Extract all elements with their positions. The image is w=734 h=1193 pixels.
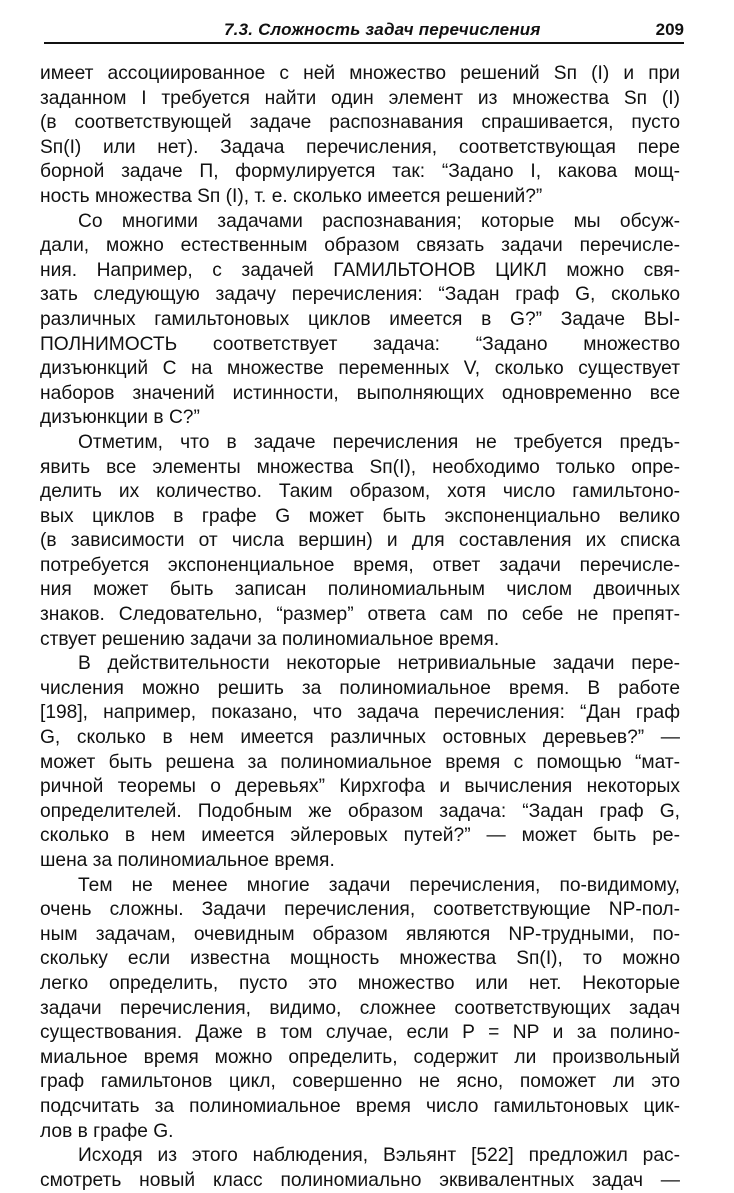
text-line: вых циклов в графе G может быть экспоненциально велико: [40, 505, 680, 527]
text-line: скольку если известна мощность множества Sп(I), то можно: [40, 948, 680, 970]
text-line: шена за полиномиальное время.: [40, 850, 335, 871]
paragraph-4: [40, 652, 680, 873]
text-line: заданном I требуется найти один элемент из множества Sп (I): [40, 87, 680, 109]
text-line: борной задаче П, формулируется так: “Задано I, какова мощ-: [40, 161, 680, 183]
text-line: потребуется экспоненциальное время, ответ задачи перечисле-: [40, 554, 680, 576]
text-line: может быть решена за полиномиальное время с помощью “мат-: [40, 751, 680, 773]
text-line: лов в графе G.: [40, 1120, 174, 1142]
text-line: В действительности некоторые нетривиальные задачи пере-: [78, 653, 680, 675]
text-line: ния. Например, с задачей ГАМИЛЬТОНОВ ЦИКЛ можно свя-: [40, 259, 680, 281]
header-rule: [44, 42, 684, 44]
text-line: Со многими задачами распознавания; которые мы обсуж-: [78, 210, 680, 232]
text-line: (в зависимости от числа вершин) и для составления их списка: [40, 530, 680, 552]
text-line: дизъюнкции в C?”: [40, 407, 200, 429]
text-line: (в соответствующей задаче распознавания спрашивается, пусто: [40, 112, 680, 134]
text-line: Sп(I) или нет). Задача перечисления, соответствующая пере: [40, 136, 680, 158]
text-line: граф гамильтонов цикл, совершенно не ясно, поможет ли это: [40, 1071, 680, 1093]
text-line: Тем не менее многие задачи перечисления, по-видимому,: [78, 874, 680, 896]
text-line: знаков. Следовательно, “размер” ответа сам по себе не препят-: [40, 604, 680, 626]
text-line: сколько в нем имеется эйлеровых путей?” — может быть ре-: [40, 825, 680, 847]
text-line: ность множества Sп (I), т. е. сколько имеется решений?”: [40, 185, 543, 207]
text-line: ния может быть записан полиномиальным числом двоичных: [40, 579, 680, 601]
text-line: зать следующую задачу перечисления: “Задан граф G, сколько: [40, 284, 680, 306]
text-line: смотреть новый класс полиномиально эквивалентных задач —: [40, 1169, 680, 1191]
text-line: Исходя из этого наблюдения, Вэльянт [522] предложил рас-: [78, 1145, 680, 1167]
text-line: миальное время можно определить, содержит ли произвольный: [40, 1046, 680, 1068]
text-line: ствует решению задачи за полиномиальное время.: [40, 628, 500, 650]
body-text: [40, 62, 680, 1193]
text-line: задачи перечисления, видимо, сложнее соответствующих задач: [40, 997, 680, 1019]
text-line: ричной теоремы о деревьях” Кирхгофа и вычисления некоторых: [40, 776, 680, 798]
paragraph-1: [40, 62, 680, 210]
page-header: [44, 18, 684, 44]
paragraph-6: [40, 1144, 680, 1193]
text-line: определителей. Подобным же образом задача: “Задан граф G,: [40, 800, 680, 822]
paragraph-3: [40, 431, 680, 652]
text-line: Отметим, что в задаче перечисления не требуется предъ-: [78, 431, 680, 453]
text-line: [198], например, показано, что задача перечисления: “Дан граф: [40, 702, 680, 724]
text-line: имеет ассоциированное с ней множество решений Sп (I) и при: [40, 63, 680, 84]
text-line: существования. Даже в том случае, если P = NP и за полино-: [40, 1022, 680, 1044]
text-line: ПОЛНИМОСТЬ соответствует задача: “Задано множество: [40, 333, 680, 355]
paragraph-2: [40, 210, 680, 431]
text-line: очень сложны. Задачи перечисления, соответствующие NP-пол-: [40, 899, 680, 921]
running-title: 7.3. Сложность задач перечисления: [224, 20, 541, 39]
text-line: легко определить, пусто это множество или нет. Некоторые: [40, 972, 680, 994]
text-line: подсчитать за полиномиальное время число гамильтоновых цик-: [40, 1095, 680, 1117]
text-line: различных гамильтоновых циклов имеется в G?” Задаче ВЫ-: [40, 308, 680, 330]
text-line: числения можно решить за полиномиальное время. В работе: [40, 677, 680, 699]
text-line: дизъюнкций C на множестве переменных V, сколько существует: [40, 358, 680, 380]
text-line: дали, можно естественным образом связать задачи перечисле-: [40, 235, 680, 257]
text-line: наборов значений истинности, выполняющих одновременно все: [40, 382, 680, 404]
page-number: 209: [655, 20, 684, 39]
text-line: явить все элементы множества Sп(I), необходимо только опре-: [40, 456, 680, 478]
text-line: ным задачам, очевидным образом являются NP-трудными, по-: [40, 923, 680, 945]
text-line: делить их количество. Таким образом, хотя число гамильтоно-: [40, 481, 680, 503]
paragraph-5: [40, 874, 680, 1145]
text-line: G, сколько в нем имеется различных остовных деревьев?” —: [40, 727, 680, 749]
